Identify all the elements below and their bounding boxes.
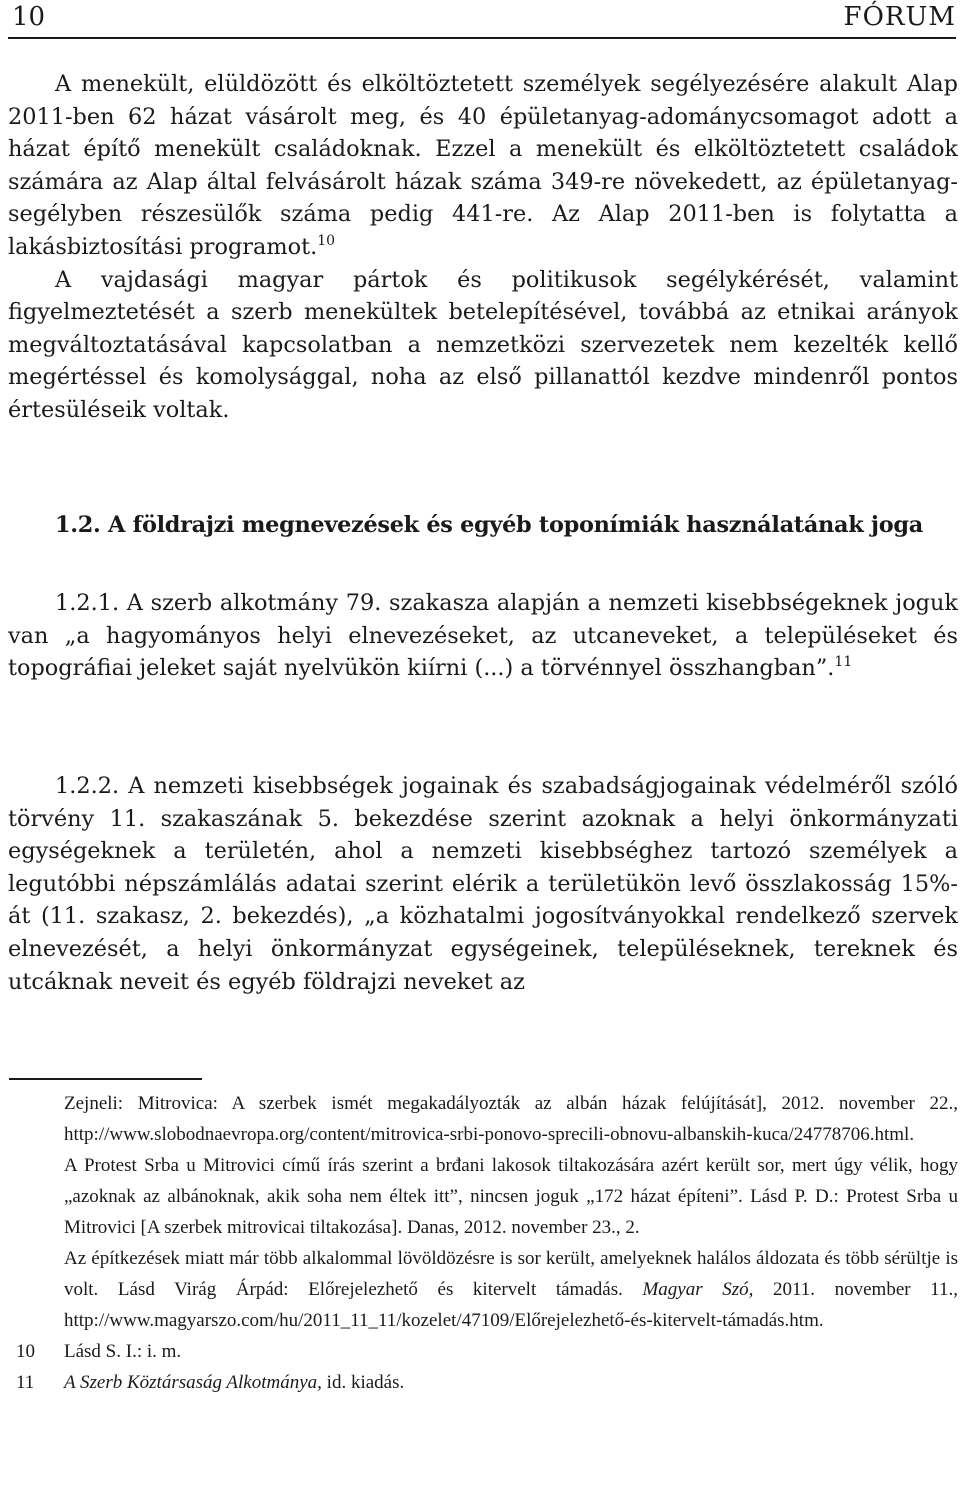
document-page	[8, 0, 958, 1507]
footnote-text-after: 2011. november 11., http://www.magyarszo.com/hu/2011_11_11/kozelet/47109/Előrejelezhető-és-kitervelt-támadás.htm.	[64, 1279, 958, 1331]
footnote-item	[8, 1150, 958, 1243]
paragraph-2	[8, 264, 958, 427]
footnote-number: 10	[16, 1341, 35, 1362]
page-header	[8, 0, 956, 36]
footnote-text-before: Az építkezések miatt már több alkalommal lövöldözésre is sor került, amelyeknek halálos áldozata és több sérültje is volt. Lásd Virág Árpád: Előrejelezhető és kitervelt támadás.	[64, 1248, 958, 1300]
paragraph-1-text: A menekült, elüldözött és elköltöztetett személyek segélyezésére alakult Alap 2011-ben 62 házat vásárolt meg, és 40 épületanyag-adománycsomagot adott a házat építő menekült családoknak. Ezzel a menekült és elköltöztetett családok számára az Alap által felvásárolt házak száma 349-re növekedett, az épületanyag-segélyben részesülők száma pedig 441-re. Az Alap 2011-ben is folytatta a lakásbiztosítási programot.	[8, 71, 958, 260]
paragraph-3-text: 1.2.1. A szerb alkotmány 79. szakasza alapján a nemzeti kisebbségeknek joguk van „a hagyományos helyi elnevezéseket, az utcaneveket, a településeket és topográfiai jeleket saját nyelvükön kiírni (...) a törvénnyel összhangban”.	[8, 590, 958, 682]
footnote-text-after: id. kiadás.	[321, 1372, 405, 1393]
footnote-italic-source: Magyar Szó,	[642, 1279, 754, 1300]
footnote-number: 11	[16, 1372, 35, 1393]
footnote-item	[8, 1336, 958, 1367]
paragraph-3	[8, 587, 958, 685]
header-rule	[8, 37, 956, 39]
footnote-italic-source: A Szerb Köztársaság Alkotmánya,	[64, 1372, 322, 1393]
footnote-ref-10[interactable]: 10	[317, 232, 336, 249]
footnote-item	[8, 1088, 958, 1150]
section-heading: 1.2. A földrajzi megnevezések és egyéb toponímiák használatának joga	[55, 512, 923, 538]
page-number: 10	[12, 2, 46, 32]
footnote-text: Lásd S. I.: i. m.	[64, 1341, 182, 1362]
paragraph-4	[8, 770, 958, 998]
paragraph-2-text: A vajdasági magyar pártok és politikusok segélykérését, valamint figyelmeztetését a szerb menekültek betelepítésével, továbbá az etnikai arányok megváltoztatásával kapcsolatban a nemzetközi szervezetek nem kezelték kellő megértéssel és komolysággal, noha az első pillanattól kezdve mindenről pontos értesüléseik voltak.	[8, 266, 958, 423]
paragraph-4-text: 1.2.2. A nemzeti kisebbségek jogainak és szabadságjogainak védelméről szóló törvény 11. szakaszának 5. bekezdése szerint azoknak a helyi önkormányzati egységeknek a területén, ahol a nemzeti kisebbséghez tartozó személyek a legutóbbi népszámlálás adatai szerint elérik a területükön levő összlakosság 15%-át (11. szakasz, 2. bekezdés), „a közhatalmi jogosítványokkal rendelkező szervek elnevezését, a helyi önkormányzat egységeinek, településeknek, tereknek és utcáknak neveit és egyéb földrajzi neveket az	[8, 773, 958, 995]
footnote-text: Zejneli: Mitrovica: A szerbek ismét megakadályozták az albán házak felújítását], 2012. november 22., http://www.slobodnaevropa.org/content/mitrovica-srbi-ponovo-sprecili-obnovu-albanskih-kuca/24778706.html.	[64, 1093, 958, 1145]
footnote-separator	[9, 1078, 202, 1080]
footnote-ref-11[interactable]: 11	[834, 654, 853, 671]
footnotes	[8, 1088, 958, 1398]
paragraph-1	[8, 68, 958, 264]
footnote-item	[8, 1367, 958, 1398]
running-title: FÓRUM	[843, 2, 956, 32]
footnote-item	[8, 1243, 958, 1336]
body-text-block-1	[8, 68, 958, 427]
footnote-text: A Protest Srba u Mitrovici című írás szerint a brđani lakosok tiltakozására azért került sor, mert úgy vélik, hogy „azoknak az albánoknak, akik soha nem éltek itt”, nincsen joguk „172 házat építeni”. Lásd P. D.: Protest Srba u Mitrovici [A szerbek mitrovicai tiltakozása]. Danas, 2012. november 23., 2.	[64, 1155, 958, 1238]
